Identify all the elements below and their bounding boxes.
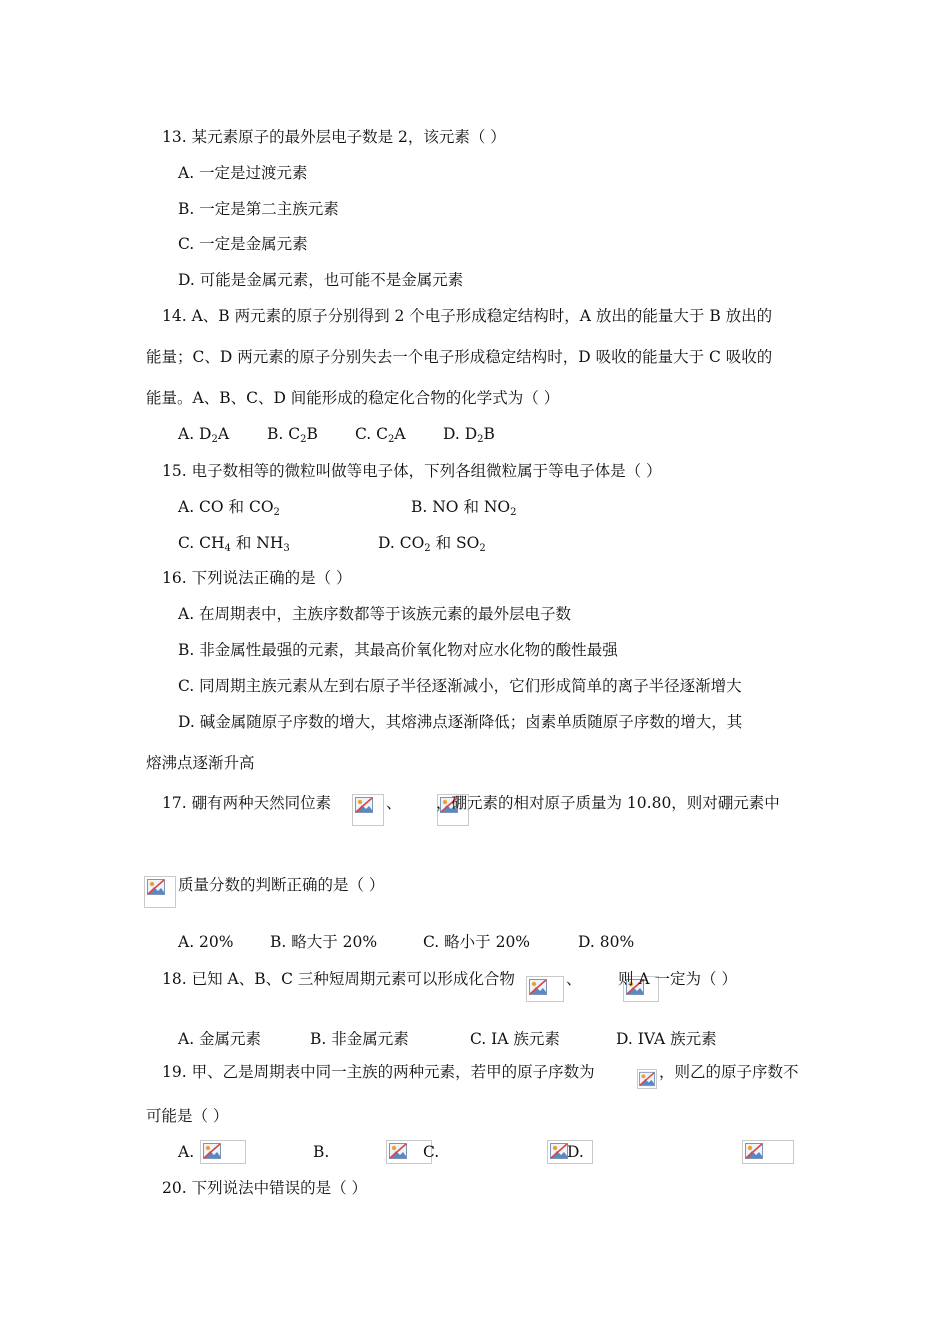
q19-stem-text-2: ，则乙的原子序数不 — [659, 1063, 799, 1081]
q19-option-d-image-icon — [742, 1140, 794, 1164]
q18-separator: 、 — [566, 970, 582, 988]
q15-option-a: A. CO 和 $CO_2$ — [178, 498, 280, 518]
q14-option-a: A. $D_2A$ — [178, 425, 230, 445]
q15-option-c: C. $CH_4$ 和 $NH_3$ — [178, 534, 290, 554]
q16-option-b: B. 非金属性最强的元素，其最高价氧化物对应水化物的酸性最强 — [178, 641, 618, 659]
q13-option-c: C. 一定是金属元素 — [178, 235, 308, 253]
q15-option-b: B. NO 和 $NO_2$ — [411, 498, 517, 518]
q13-option-d: D. 可能是金属元素，也可能不是金属元素 — [178, 271, 464, 289]
q17-stem-line1 — [0, 792, 950, 832]
q19-options — [0, 1138, 950, 1166]
q17-options — [0, 931, 950, 953]
q17-option-b: B. 略大于 20% — [270, 933, 378, 951]
q16-option-a: A. 在周期表中，主族序数都等于该族元素的最外层电子数 — [178, 605, 572, 623]
q17-option-d: D. 80% — [578, 933, 635, 951]
q13-option-a: A. 一定是过渡元素 — [178, 164, 308, 182]
compound-1-image-icon — [526, 976, 564, 1002]
q14-option-d: D. $D_2B$ — [443, 425, 495, 445]
q16-stem: 16. 下列说法正确的是（ ） — [162, 569, 352, 587]
q17-stem-text-2: ，硼元素的相对原子质量为 10.80，则对硼元素中 — [436, 794, 780, 812]
q16-option-d-line2: 熔沸点逐渐升高 — [146, 754, 255, 772]
q17-stem-text: 17. 硼有两种天然同位素 — [162, 794, 332, 812]
q19-option-d: D. — [567, 1143, 584, 1161]
q14-stem-line3: 能量。A、B、C、D 间能形成的稳定化合物的化学式为（ ） — [146, 389, 560, 407]
q15-option-d: D. $CO_2$ 和 $SO_2$ — [378, 534, 486, 554]
q14-stem-line1: 14. A、B 两元素的原子分别得到 2 个电子形成稳定结构时，A 放出的能量大于 B 放出的 — [162, 307, 773, 325]
q14-options — [0, 423, 950, 445]
q18-stem-text: 18. 已知 A、B、C 三种短周期元素可以形成化合物 — [162, 970, 515, 988]
q18-option-c: C. IA 族元素 — [470, 1030, 560, 1048]
q19-option-a: A. — [178, 1143, 195, 1161]
q19-stem-line2: 可能是（ ） — [146, 1107, 229, 1125]
q18-option-a: A. 金属元素 — [178, 1030, 262, 1048]
q19-option-b: B. — [313, 1143, 330, 1161]
q17-separator: 、 — [386, 794, 402, 812]
q16-option-d-line1: D. 碱金属随原子序数的增大，其熔沸点逐渐降低；卤素单质随原子序数的增大，其 — [178, 713, 743, 731]
q15-stem: 15. 电子数相等的微粒叫做等电子体，下列各组微粒属于等电子体是（ ） — [162, 462, 662, 480]
q13-stem: 13. 某元素原子的最外层电子数是 2，该元素（ ） — [162, 128, 506, 146]
isotope-image-icon — [144, 876, 176, 908]
q14-option-c: C. $C_2A$ — [355, 425, 406, 445]
q15-options-row1 — [0, 496, 950, 518]
q20-stem: 20. 下列说法中错误的是（ ） — [162, 1179, 368, 1197]
q17-stem-line2 — [0, 874, 950, 910]
q19-stem-text: 19. 甲、乙是周期表中同一主族的两种元素，若甲的原子序数为 — [162, 1063, 595, 1081]
q14-option-b: B. $C_2B$ — [267, 425, 318, 445]
q16-option-c: C. 同周期主族元素从左到右原子半径逐渐减小，它们形成简单的离子半径逐渐增大 — [178, 677, 742, 695]
q15-options-row2 — [0, 532, 950, 554]
q19-stem-line1 — [0, 1061, 950, 1089]
q17-option-a: A. 20% — [178, 933, 234, 951]
q18-option-d: D. IVA 族元素 — [616, 1030, 717, 1048]
q18-stem — [0, 968, 950, 1004]
q18-stem-text-2: 则 A 一定为（ ） — [618, 970, 737, 988]
atomic-number-image-icon — [637, 1069, 657, 1089]
q19-option-c: C. — [423, 1143, 440, 1161]
q19-option-a-image-icon — [200, 1140, 246, 1164]
q17-option-c: C. 略小于 20% — [423, 933, 531, 951]
q14-stem-line2: 能量；C、D 两元素的原子分别失去一个电子形成稳定结构时，D 吸收的能量大于 C 吸收的 — [146, 348, 773, 366]
q18-options — [0, 1028, 950, 1050]
q17-stem-text-3: 质量分数的判断正确的是（ ） — [178, 876, 385, 894]
isotope-1-image-icon — [352, 794, 384, 826]
q13-option-b: B. 一定是第二主族元素 — [178, 200, 339, 218]
q18-option-b: B. 非金属元素 — [310, 1030, 409, 1048]
